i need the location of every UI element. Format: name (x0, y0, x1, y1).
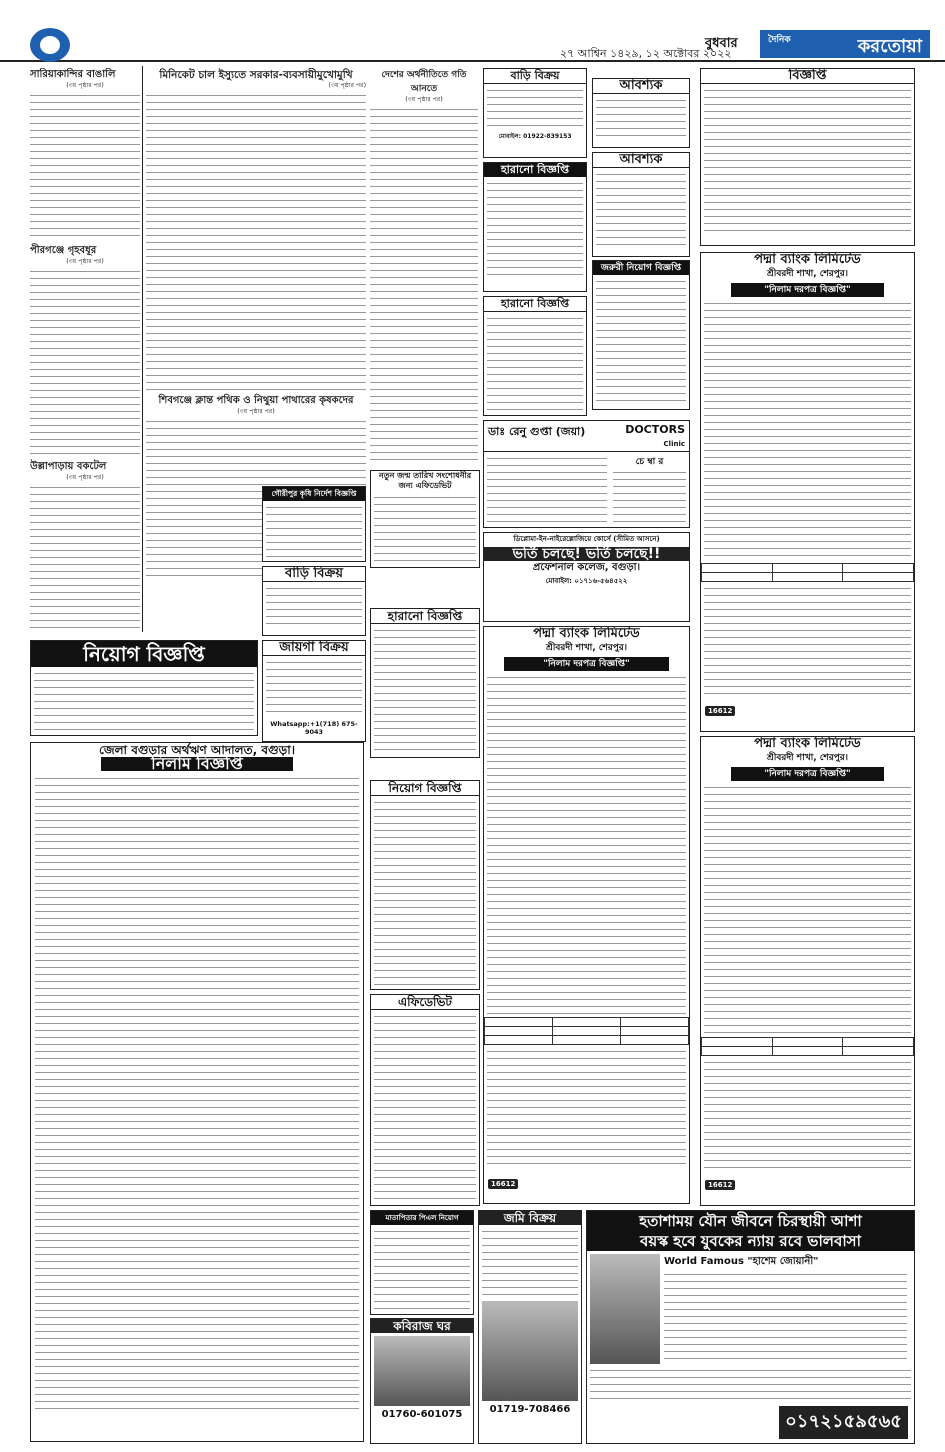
bank-branch: শ্রীবরদী শাখা, শেরপুর। (767, 269, 848, 279)
ad-joruri-niyog (592, 260, 690, 410)
ad-niyog-big (30, 640, 258, 736)
ad-body (34, 670, 254, 730)
ad-heading: জরুরী নিয়োগ বিজ্ঞপ্তি (593, 261, 689, 275)
article-title: উল্লাপাড়ায় বকটেল (30, 461, 107, 472)
auction-table (701, 1037, 914, 1056)
auction-terms (704, 585, 911, 695)
ad-heading: আবশ্যক (593, 153, 689, 168)
chamber-heading: চে ম্বা র (635, 457, 664, 467)
brand-small: দৈনিক (768, 35, 791, 45)
bank-branch: শ্রীবরদী শাখা, শেরপুর। (546, 643, 627, 653)
court-name: জেলা বগুড়ার অর্থঋণ আদালত, বগুড়া। (99, 743, 295, 757)
ad-heading: জায়গা বিক্রয় (263, 641, 365, 656)
article-body (30, 484, 140, 628)
ad-gouripur (262, 486, 366, 562)
doctor-name: ডাঃ রেনু গুপ্তা (জয়া) (488, 425, 586, 438)
continuation-note: (৩য় পৃষ্ঠার পর) (405, 96, 443, 103)
ad-code-badge: 16612 (705, 706, 735, 716)
auction-terms (704, 1059, 911, 1169)
ad-heading: গৌরীপুর কৃষি নির্দেশ বিজ্ঞপ্তি (263, 487, 365, 501)
auction-banner: নিলাম বিজ্ঞপ্তি (101, 757, 293, 771)
ad-jomi-bikroy (478, 1210, 582, 1444)
ad-body (664, 1271, 907, 1361)
ad-code-badge: 16612 (488, 1179, 518, 1189)
college-phone: মোবাইল: ০১৭১৬-৫৬৪৫২২ (545, 576, 628, 585)
issue-date: ২৭ আশ্বিন ১৪২৯, ১২ অক্টোবর ২০২২ (560, 47, 732, 60)
masthead (0, 0, 945, 62)
ad-padma-bank-3 (700, 736, 915, 1206)
ad-body (487, 315, 583, 411)
ad-phone: 01760-601075 (381, 1409, 463, 1420)
admission-banner: ভর্তি চলছে! ভর্তি চলছে!! (484, 547, 689, 561)
article-body (30, 268, 140, 458)
ad-heading: জমি বিক্রয় (479, 1211, 581, 1225)
brand-name: করতোয়া (857, 36, 922, 57)
ad-body (704, 87, 911, 237)
article-title: দেশের অর্থনীতিতে গতি আনতে (381, 70, 467, 94)
auction-body (35, 775, 359, 1415)
bank-branch: শ্রীবরদী শাখা, শেরপুর। (767, 753, 848, 763)
ad-jayga-bikroy (262, 640, 366, 742)
continuation-note: (৩য় পৃষ্ঠার পর) (237, 408, 275, 415)
ad-headline: হতাশাময় যৌন জীবনে চিরস্থায়ী আশা (587, 1211, 914, 1231)
diploma-heading: ডিপ্লোমা-ইন-নাইরেল্লোজিয়ে কোর্সে (সীমিত আসনে) (513, 535, 660, 543)
article-title: সারিয়াকান্দির বাঙালি (30, 69, 116, 80)
ad-heading: মাতাপিতার পিএল নিয়োগ (371, 1211, 473, 1225)
ad-heading: আবশ্যক (593, 79, 689, 94)
article-title: মিনিকেট চাল ইস্যুতে সরকার-ব্যবসায়ীমুখোমুখি (159, 69, 353, 81)
chamber-details (613, 469, 686, 525)
ad-court-auction (30, 742, 364, 1442)
ad-body (482, 1228, 578, 1298)
article-body (30, 92, 140, 242)
ad-phone: মোবাইল: 01922-839153 (498, 133, 572, 140)
ad-body (487, 180, 583, 280)
ad-body (487, 87, 583, 127)
ad-body (266, 504, 362, 560)
ad-heading: হারানো বিজ্ঞপ্তি (371, 609, 479, 624)
ad-subheadline: বয়স্ক হবে যুবকের ন্যায় রবে ভালবাসা (587, 1231, 914, 1251)
ad-body (374, 494, 476, 566)
ad-harano-2 (483, 296, 587, 416)
ad-heading: নিয়োগ বিজ্ঞপ্তি (31, 641, 257, 667)
product-image (590, 1254, 660, 1364)
continuation-note: (৩য় পৃষ্ঠার পর) (66, 474, 104, 481)
ad-address (590, 1367, 911, 1403)
auction-body (704, 784, 911, 1034)
ad-heading: বাড়ি বিক্রয় (263, 567, 365, 582)
ad-body (374, 1228, 470, 1312)
ad-matrimony (370, 1210, 474, 1315)
continuation-note: (৩য় পৃষ্ঠার পর) (328, 82, 366, 89)
ad-kobiraj (370, 1318, 474, 1444)
ad-doctor (483, 420, 690, 528)
ad-heading: বাড়ি বিক্রয় (484, 69, 586, 84)
ad-harano-1 (483, 162, 587, 292)
ad-code-badge: 16612 (705, 1180, 735, 1190)
ad-phone: 01719-708466 (489, 1404, 571, 1415)
ad-body (266, 585, 362, 629)
article-title: শিবগঞ্জে ক্লান্ত পথিক ও নিথুয়া পাথারের কৃষকদের (158, 395, 354, 406)
newspaper-logo-icon (30, 28, 70, 62)
bank-name: পদ্মা ব্যাংক লিমিটেড (754, 736, 861, 751)
article-body (370, 106, 478, 466)
ad-niyog-2 (370, 780, 480, 990)
auction-terms (487, 1048, 686, 1168)
ad-body (374, 799, 476, 985)
auction-body (704, 300, 911, 560)
bank-name: পদ্মা ব্যাংক লিমিটেড (533, 626, 640, 641)
ad-heading: কবিরাজ ঘর (371, 1319, 473, 1333)
ad-bigyapti (700, 68, 915, 246)
ad-affidavit (370, 994, 480, 1206)
ad-heading: এফিডেভিট (371, 995, 479, 1010)
ad-harano-3 (370, 608, 480, 758)
auction-table (701, 563, 914, 582)
ad-hashem-joani (586, 1210, 915, 1444)
ad-padma-bank-1 (483, 626, 690, 1204)
auction-heading: "নিলাম দরপত্র বিজ্ঞপ্তি" (731, 283, 884, 297)
ad-bari-bikroy (483, 68, 587, 158)
ad-heading: নতুন জন্ম তারিখ সংশোধনীর জন্য এফিডেভিট (378, 471, 472, 490)
ad-body (596, 171, 686, 247)
ad-bari-bikroy-2 (262, 566, 366, 636)
doctor-qualifications (487, 455, 607, 528)
issue-day: বুধবার (705, 36, 738, 51)
continuation-note: (৩য় পৃষ্ঠার পর) (66, 82, 104, 89)
ad-brand: World Famous "হাশেম জোয়ানী" (664, 1256, 819, 1267)
ad-body (266, 659, 362, 715)
ad-birth-correction (370, 470, 480, 568)
auction-heading: "নিলাম দরপত্র বিজ্ঞপ্তি" (504, 657, 669, 671)
ad-body (374, 1013, 476, 1203)
product-image (482, 1301, 578, 1401)
auction-table (484, 1017, 689, 1045)
ad-body (596, 278, 686, 404)
bank-name: পদ্মা ব্যাংক লিমিটেড (754, 252, 861, 267)
ad-heading: হারানো বিজ্ঞপ্তি (484, 297, 586, 312)
ad-diploma-college (483, 532, 690, 622)
ad-padma-bank-2 (700, 252, 915, 732)
ad-abosshok-2 (592, 152, 690, 257)
ad-heading: বিজ্ঞপ্তি (701, 69, 914, 84)
column-divider (142, 66, 143, 632)
doctor-brand: DOCTORS Clinic (625, 423, 685, 448)
ad-body (374, 627, 476, 753)
ad-body (596, 97, 686, 137)
article-title: পীরগঞ্জে গৃহবধূর (30, 245, 97, 256)
ad-whatsapp: Whatsapp:+1(718) 675-9043 (270, 720, 358, 736)
ad-heading: হারানো বিজ্ঞপ্তি (484, 163, 586, 177)
auction-body (487, 674, 686, 1014)
ad-heading: নিয়োগ বিজ্ঞপ্তি (371, 781, 479, 796)
continuation-note: (৩য় পৃষ্ঠার পর) (66, 258, 104, 265)
college-name: প্রফেশনাল কলেজ, বগুড়া। (532, 561, 641, 573)
column-news-1 (30, 68, 140, 628)
ad-abosshok-1 (592, 78, 690, 148)
product-image (374, 1336, 470, 1406)
brand-banner (760, 30, 930, 58)
column-news-3 (370, 68, 478, 468)
article-body (146, 92, 366, 392)
auction-heading: "নিলাম দরপত্র বিজ্ঞপ্তি" (731, 767, 884, 781)
ad-phone: ০১৭২১৫৯৫৬৫ (779, 1406, 908, 1439)
